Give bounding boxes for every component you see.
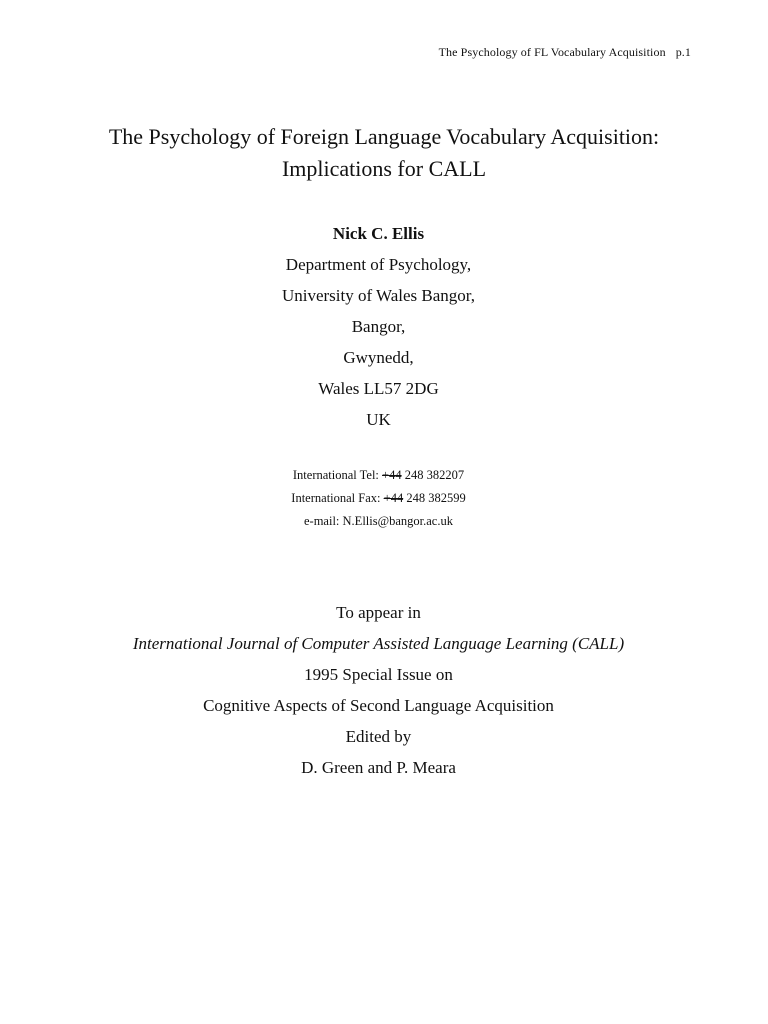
- fax-country-code: +44: [383, 491, 404, 505]
- editors: D. Green and P. Meara: [301, 758, 456, 777]
- address-line-department: Department of Psychology,: [285, 255, 472, 274]
- address-line-postcode: Wales LL57 2DG: [318, 379, 439, 398]
- address-line-country: UK: [366, 410, 391, 429]
- special-issue: 1995 Special Issue on: [304, 665, 453, 684]
- contact-email: e-mail: N.Ellis@bangor.ac.uk: [304, 514, 453, 528]
- telephone-country-code: +44: [382, 468, 402, 482]
- address-line-university: University of Wales Bangor,: [281, 286, 476, 305]
- issue-topic: Cognitive Aspects of Second Language Acquisition: [203, 696, 554, 715]
- running-title: The Psychology of FL Vocabulary Acquisition: [438, 45, 666, 59]
- to-appear-in: To appear in: [336, 603, 421, 622]
- telephone-number: 248 382207: [401, 468, 465, 482]
- author-name: Nick C. Ellis: [332, 224, 425, 243]
- address-line-city: Bangor,: [351, 317, 406, 336]
- edited-by: Edited by: [345, 727, 412, 746]
- fax-number: 248 382599: [403, 491, 466, 505]
- contact-telephone: [0, 466, 757, 484]
- running-header: [439, 45, 691, 60]
- contact-fax: [0, 489, 757, 507]
- paper-title-line-1: The Psychology of Foreign Language Vocabulary Acquisition:: [108, 124, 660, 149]
- journal-name: International Journal of Computer Assisted Language Learning (CALL): [132, 634, 625, 653]
- paper-title: [0, 121, 768, 185]
- paper-title-line-2: Implications for CALL: [281, 156, 487, 181]
- page-number: p.1: [675, 45, 691, 59]
- fax-label: International Fax:: [291, 491, 384, 505]
- address-line-county: Gwynedd,: [343, 348, 414, 367]
- telephone-label: International Tel:: [292, 468, 383, 482]
